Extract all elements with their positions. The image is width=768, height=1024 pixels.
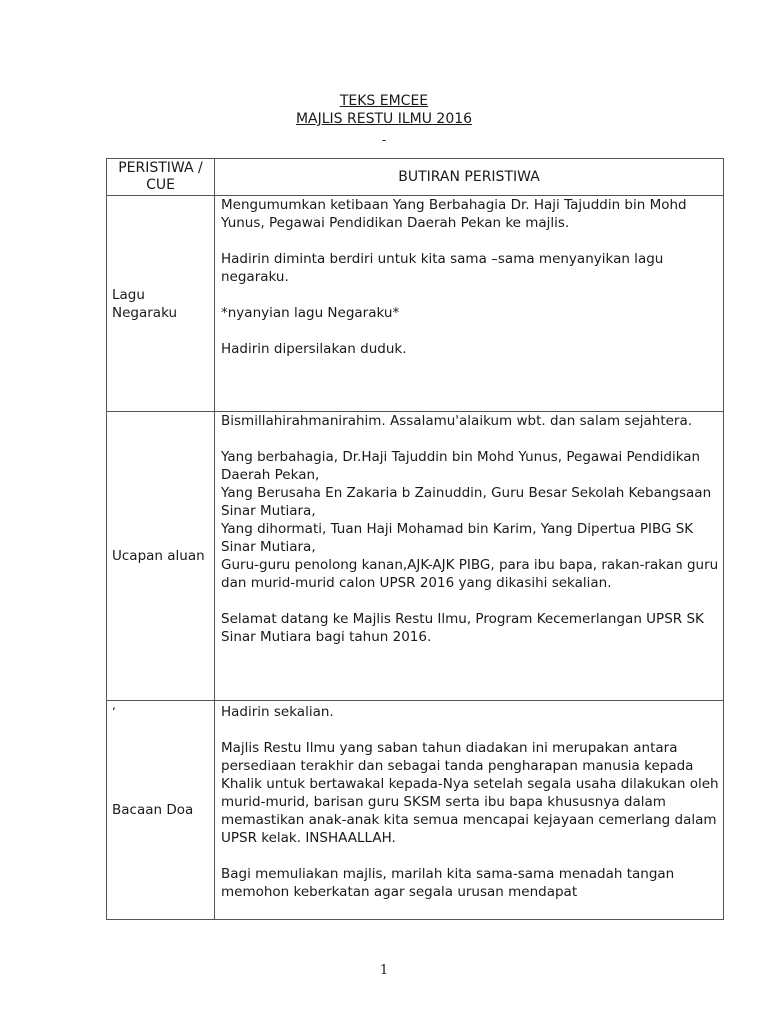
detail-cell bbox=[215, 196, 724, 412]
cue-label: Lagu Negaraku bbox=[112, 286, 178, 321]
detail-paragraph: Hadirin sekalian. bbox=[221, 704, 334, 720]
cue-cell bbox=[107, 412, 215, 701]
table-row bbox=[107, 196, 724, 412]
cue-cell bbox=[107, 196, 215, 412]
document-title: TEKS EMCEE bbox=[339, 93, 429, 109]
cue-label: Bacaan Doa bbox=[112, 802, 194, 818]
emcee-table bbox=[106, 158, 724, 920]
row-mark: ‘ bbox=[112, 705, 116, 719]
header-detail: BUTIRAN PERISTIWA bbox=[215, 159, 724, 196]
page-number: 1 bbox=[379, 963, 389, 978]
detail-paragraph: Bismillahirahmanirahim. Assalamu'alaikum wbt. dan salam sejahtera. bbox=[221, 413, 693, 429]
table-header-row bbox=[107, 159, 724, 196]
document-subtitle: MAJLIS RESTU ILMU 2016 bbox=[295, 111, 473, 127]
title-dash: - bbox=[381, 133, 387, 147]
table-row bbox=[107, 701, 724, 920]
detail-paragraph: Majlis Restu Ilmu yang saban tahun diadakan ini merupakan antara persediaan terakhir dan sebagai tanda pengharapan manusia kepada Khalik untuk bertawakal kepada-Nya setelah segala usaha dilakukan oleh murid-murid, barisan guru SKSM serta ibu bapa khususnya dalam memastikan anak-anak kita semua mencapai kejayaan cemerlang dalam UPSR kelak. INSHAALLAH. bbox=[221, 740, 719, 846]
detail-cell bbox=[215, 412, 724, 701]
detail-paragraph: Hadirin diminta berdiri untuk kita sama –sama menyanyikan lagu negaraku. bbox=[221, 251, 664, 285]
cue-label: Ucapan aluan bbox=[112, 548, 205, 564]
detail-paragraph: Hadirin dipersilakan duduk. bbox=[221, 341, 407, 357]
detail-paragraph: Selamat datang ke Majlis Restu Ilmu, Program Kecemerlangan UPSR SK Sinar Mutiara bagi tahun 2016. bbox=[221, 611, 704, 645]
detail-paragraph: *nyanyian lagu Negaraku* bbox=[221, 305, 400, 321]
header-cue: PERISTIWA / CUE bbox=[107, 159, 215, 196]
table-row bbox=[107, 412, 724, 701]
cue-cell bbox=[107, 701, 215, 920]
detail-paragraph: Bagi memuliakan majlis, marilah kita sama-sama menadah tangan memohon keberkatan agar segala urusan mendapat bbox=[221, 866, 675, 900]
detail-paragraph: Yang berbahagia, Dr.Haji Tajuddin bin Mohd Yunus, Pegawai Pendidikan Daerah Pekan, Yang Berusaha En Zakaria b Zainuddin, Guru Besar Sekolah Kebangsaan Sinar Mutiara, Yang dihormati, Tuan Haji Mohamad bin Karim, Yang Dipertua PIBG SK Sinar Mutiara, Guru-guru penolong kanan,AJK-AJK PIBG, para ibu bapa, rakan-rakan guru dan murid-murid calon UPSR 2016 yang dikasihi sekalian. bbox=[221, 449, 719, 591]
detail-paragraph: Mengumumkan ketibaan Yang Berbahagia Dr. Haji Tajuddin bin Mohd Yunus, Pegawai Pendidikan Daerah Pekan ke majlis. bbox=[221, 197, 687, 231]
detail-cell bbox=[215, 701, 724, 920]
